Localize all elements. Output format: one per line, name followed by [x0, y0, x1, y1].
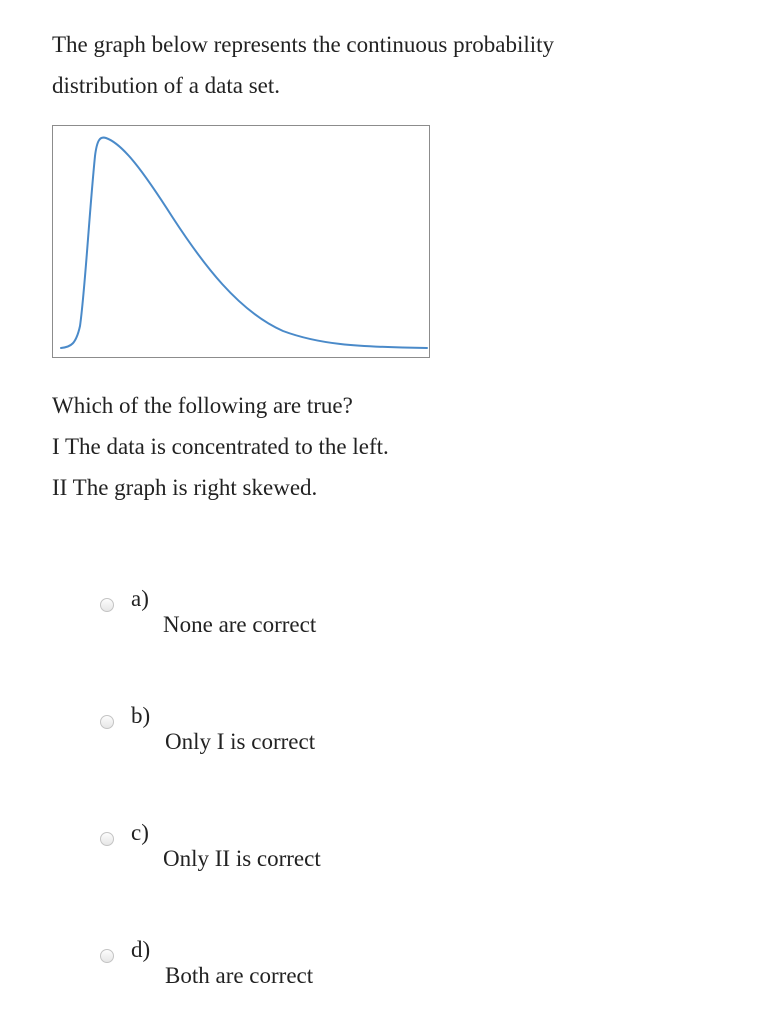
option-d-radio[interactable] — [100, 949, 114, 963]
statement-2: II The graph is right skewed. — [52, 475, 318, 500]
option-b[interactable] — [100, 703, 500, 779]
question-block — [52, 385, 742, 508]
statement-1: I The data is concentrated to the left. — [52, 434, 389, 459]
intro-text — [52, 24, 742, 106]
option-d-text: Both are correct — [165, 963, 314, 988]
option-d-letter: d) — [131, 937, 151, 962]
distribution-graph — [52, 125, 430, 358]
option-c-letter: c) — [131, 820, 149, 845]
option-c[interactable] — [100, 820, 500, 896]
option-d[interactable] — [100, 937, 500, 1013]
option-a-radio[interactable] — [100, 598, 114, 612]
option-c-text: Only II is correct — [163, 846, 321, 871]
option-b-text: Only I is correct — [165, 729, 316, 754]
option-c-radio[interactable] — [100, 832, 114, 846]
option-b-radio[interactable] — [100, 715, 114, 729]
intro-line-1: The graph below represents the continuous probability — [52, 32, 555, 57]
question-prompt: Which of the following are true? — [52, 393, 353, 418]
intro-line-2: distribution of a data set. — [52, 73, 281, 98]
distribution-graph-svg — [53, 126, 429, 357]
option-b-letter: b) — [131, 703, 151, 728]
option-a-letter: a) — [131, 586, 149, 611]
option-a[interactable] — [100, 586, 500, 662]
option-a-text: None are correct — [163, 612, 317, 637]
distribution-curve — [61, 138, 427, 348]
